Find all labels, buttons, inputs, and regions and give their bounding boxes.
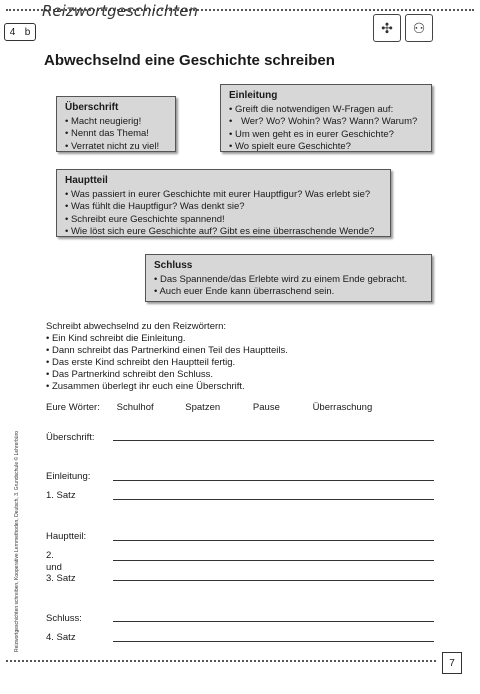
label-satz-4: 4. Satz [46, 632, 76, 643]
box-hauptteil [56, 169, 391, 237]
list-item: • Um wen geht es in eurer Geschichte? [229, 129, 423, 142]
list-item: • Was passiert in eurer Geschichte mit eurer Hauptfigur? Was erlebt sie? [65, 189, 382, 202]
list-item: • Nennt das Thema! [65, 128, 167, 141]
word-item: Pause [252, 402, 280, 413]
word-item: Überraschung [312, 402, 373, 413]
list-item: • Das Partnerkind schreibt den Schluss. [46, 369, 288, 381]
list-item: • Greift die notwendigen W-Fragen auf: [229, 104, 423, 117]
list-item: • Verratet nicht zu viel! [65, 141, 167, 154]
badge-number: 4 [9, 26, 16, 38]
writing-line[interactable] [113, 540, 434, 541]
box-ueberschrift [56, 96, 176, 152]
writing-line[interactable] [113, 499, 434, 500]
list-item: • Dann schreibt das Partnerkind einen Teil des Hauptteils. [46, 345, 288, 357]
page-number: 7 [442, 652, 462, 674]
instructions-intro: Schreibt abwechselnd zu den Reizwörtern: [46, 321, 227, 332]
badge-letter: b [24, 26, 31, 38]
grade-badge [4, 23, 36, 41]
writing-line[interactable] [113, 621, 434, 622]
label-und: und [46, 562, 62, 573]
sidebar-credit: Reizwortgeschichten schreiben, Kooperative Lernmethoden, Deutsch, 3. Grundschule © Lehrerbüro [14, 430, 20, 652]
writing-line[interactable] [113, 580, 434, 581]
group-work-icon: ✣ [373, 14, 401, 42]
list-item: • Zusammen überlegt ihr euch eine Überschrift. [46, 381, 288, 393]
label-satz-1: 1. Satz [46, 490, 76, 501]
box-ueberschrift-heading: Überschrift [65, 102, 119, 113]
list-item: • Schreibt eure Geschichte spannend! [65, 214, 382, 227]
label-einleitung: Einleitung: [46, 471, 91, 482]
pair-work-icon: ⚇ [405, 14, 433, 42]
label-schluss: Schluss: [46, 613, 82, 624]
list-item: • Auch euer Ende kann überraschend sein. [154, 286, 423, 299]
box-einleitung-heading: Einleitung [229, 90, 278, 101]
box-einleitung [220, 84, 432, 152]
list-item: • Macht neugierig! [65, 116, 167, 129]
label-satz-3: 3. Satz [46, 573, 76, 584]
words-row [46, 402, 372, 413]
list-item-text: Wer? Wo? Wohin? Was? Wann? Warum? [240, 116, 418, 127]
writing-line[interactable] [113, 440, 434, 441]
word-item: Schulhof [116, 402, 154, 413]
label-hauptteil: Hauptteil: [46, 531, 87, 542]
box-schluss [145, 254, 432, 302]
instructions [46, 321, 288, 393]
list-item: • Wo spielt eure Geschichte? [229, 141, 423, 154]
footer-dotted-line [6, 660, 436, 662]
word-item: Spatzen [185, 402, 221, 413]
writing-line[interactable] [113, 560, 434, 561]
words-label: Eure Wörter: [46, 402, 100, 413]
label-satz-2: 2. [46, 550, 54, 561]
header-title: Reizwortgeschichten [42, 2, 199, 20]
list-item: • Was fühlt die Hauptfigur? Was denkt sie? [65, 201, 382, 214]
list-item: • Ein Kind schreibt die Einleitung. [46, 333, 288, 345]
label-ueberschrift: Überschrift: [46, 432, 95, 443]
list-item: • Das Spannende/das Erlebte wird zu einem Ende gebracht. [154, 274, 423, 287]
list-item-continued [229, 116, 423, 129]
list-item: • Wie löst sich eure Geschichte auf? Gibt es eine überraschende Wende? [65, 226, 382, 239]
box-hauptteil-heading: Hauptteil [65, 175, 108, 186]
box-schluss-heading: Schluss [154, 260, 193, 271]
writing-line[interactable] [113, 641, 434, 642]
list-item: • Das erste Kind schreibt den Hauptteil fertig. [46, 357, 288, 369]
page-title: Abwechselnd eine Geschichte schreiben [44, 52, 335, 69]
writing-line[interactable] [113, 480, 434, 481]
